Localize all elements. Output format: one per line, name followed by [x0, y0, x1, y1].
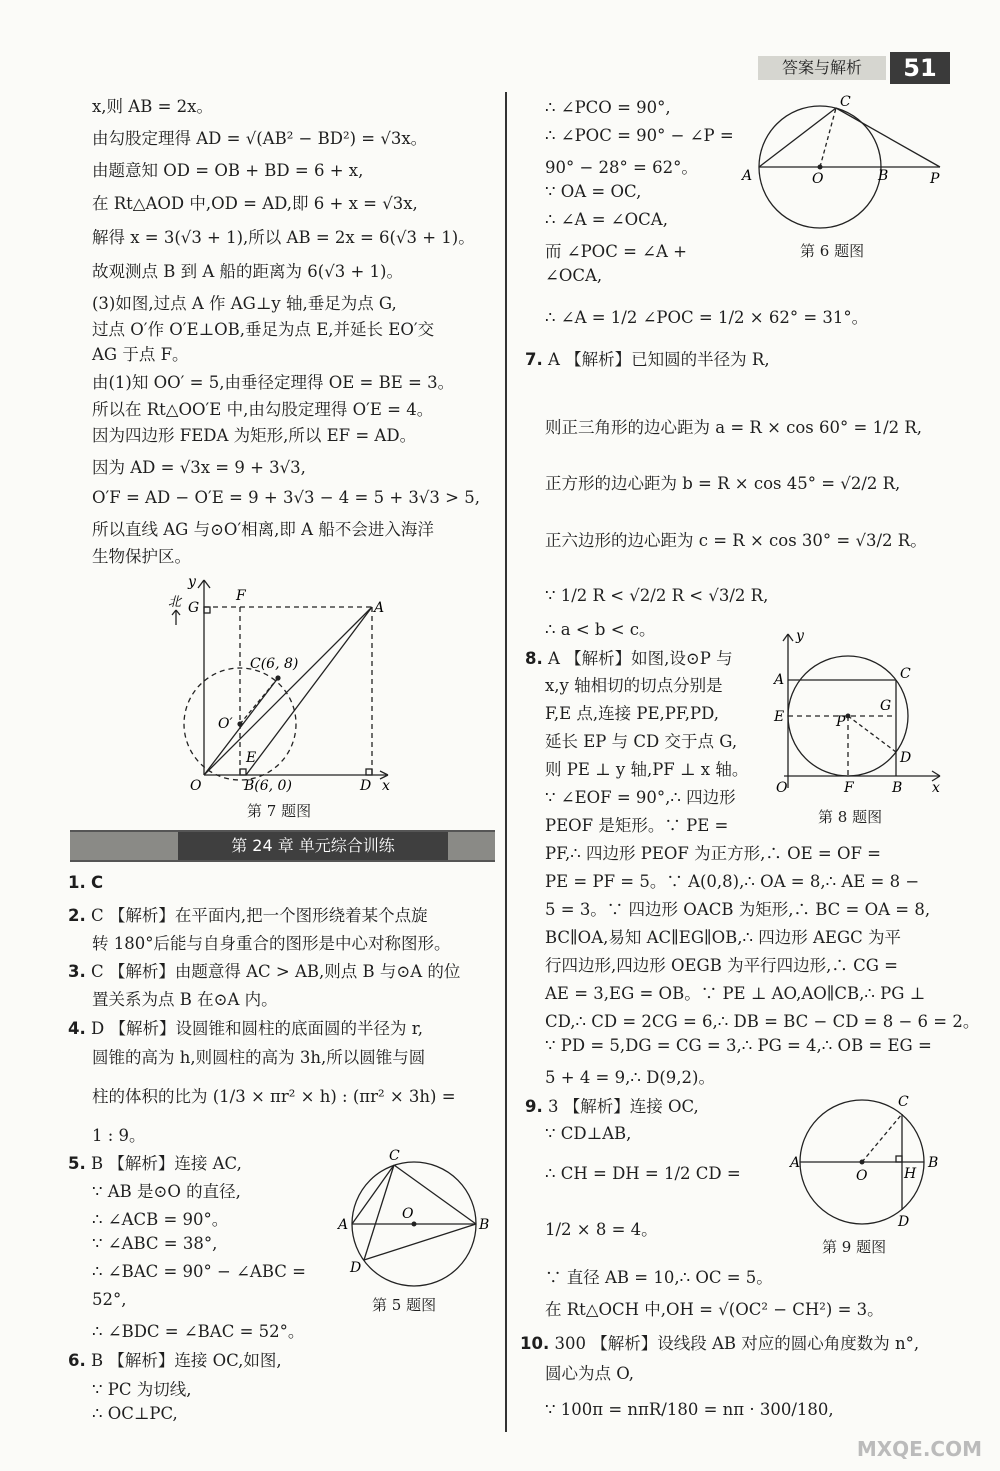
answer-line	[525, 1093, 699, 1117]
label-E: E	[774, 709, 785, 725]
answer-line: ∵ PD = 5,DG = CG = 3,∴ PG = 4,∴ OB = EG =	[545, 1036, 932, 1055]
label-C: C	[898, 1094, 909, 1110]
text-line: O′F = AD − O′E = 9 + 3√3 − 4 = 5 + 3√3 > 5,	[92, 488, 480, 507]
label-A: A	[790, 1155, 801, 1171]
label-x: x	[932, 780, 940, 796]
answer-line: 圆心为点 O,	[545, 1364, 635, 1383]
text-line: ∴ ∠A = 1/2 ∠POC = 1/2 × 62° = 31°。	[545, 308, 869, 327]
label-x: x	[382, 778, 390, 794]
answer-line: PF,∴ 四边形 PEOF 为正方形,∴ OE = OF =	[545, 844, 882, 863]
answer-line: 则正三角形的边心距为 a = R × cos 60° = 1/2 R,	[545, 418, 923, 437]
text-line: 由(1)知 OO′ = 5,由垂径定理得 OE = BE = 3。	[92, 373, 455, 392]
text-line: 90° − 28° = 62°。	[545, 158, 698, 177]
answer-line: 1/2 × 8 = 4。	[545, 1220, 658, 1239]
answer-line	[525, 645, 733, 669]
answer-text: C 【解析】由题意得 AC > AB,则点 B 与⊙A 的位	[91, 962, 461, 981]
label-D: D	[360, 778, 372, 794]
answer-line: 在 Rt△OCH 中,OH = √(OC² − CH²) = 3。	[545, 1300, 884, 1319]
text-line: 解得 x = 3(√3 + 1),所以 AB = 2x = 6(√3 + 1)。	[92, 228, 475, 247]
page-number: 51	[890, 52, 950, 84]
figure-9-caption: 第 9 题图	[822, 1238, 887, 1256]
label-y: y	[796, 628, 804, 644]
label-A: A	[742, 168, 753, 184]
label-O: O	[856, 1168, 868, 1184]
answer-line	[68, 873, 103, 892]
answer-line: AE = 3,EG = OB。∵ PE ⊥ AO,AO∥CB,∴ PG ⊥	[545, 984, 926, 1003]
answer-line: 置关系为点 B 在⊙A 内。	[92, 990, 278, 1009]
label-C: C(6, 8)	[250, 656, 299, 672]
answer-line: ∵ ∠ABC = 38°,	[92, 1234, 218, 1253]
answer-text: 300 【解析】设线段 AB 对应的圆心角度数为 n°,	[554, 1334, 920, 1353]
answer-line: ∵ 100π = nπR/180 = nπ · 300/180,	[545, 1400, 834, 1419]
answer-line: 正六边形的边心距为 c = R × cos 30° = √3/2 R。	[545, 531, 927, 550]
answer-line	[68, 1015, 423, 1039]
answer-number: 1.	[68, 873, 86, 892]
answer-line: BC∥OA,易知 AC∥EG∥OB,∴ 四边形 AEGC 为平	[545, 928, 902, 947]
answer-line: ∵ AB 是⊙O 的直径,	[92, 1182, 241, 1201]
label-A: A	[774, 672, 785, 688]
answer-text: B 【解析】连接 OC,如图,	[91, 1351, 282, 1370]
figure-7-diagram	[160, 570, 400, 795]
label-north: 北	[168, 595, 182, 610]
text-line: 而 ∠POC = ∠A +	[545, 242, 687, 261]
label-A: A	[338, 1217, 349, 1233]
answer-number: 8.	[525, 649, 543, 668]
figure-6-diagram	[738, 90, 948, 240]
text-line: 由题意知 OD = OB + BD = 6 + x,	[92, 161, 364, 180]
answer-line: 5 = 3。∵ 四边形 OACB 为矩形,∴ BC = OA = 8,	[545, 900, 931, 919]
text-line: ∵ OA = OC,	[545, 182, 642, 201]
label-B: B	[892, 780, 903, 796]
label-C: C	[900, 666, 911, 682]
answer-line: ∴ CH = DH = 1/2 CD =	[545, 1164, 741, 1183]
answer-line: ∵ CD⊥AB,	[545, 1124, 632, 1143]
column-divider	[505, 92, 507, 1432]
label-O-prime: O′	[218, 716, 233, 732]
text-line: (3)如图,过点 A 作 AG⊥y 轴,垂足为点 G,	[92, 294, 397, 313]
text-line: ∠OCA,	[545, 266, 603, 285]
label-E: E	[246, 750, 257, 766]
label-O: O	[812, 171, 824, 187]
answer-line	[68, 1150, 242, 1174]
text-line: ∴ ∠A = ∠OCA,	[545, 210, 668, 229]
answer-line	[68, 1347, 282, 1371]
answer-line: ∴ a < b < c。	[545, 620, 656, 639]
answer-line: 则 PE ⊥ y 轴,PF ⊥ x 轴。	[545, 760, 749, 779]
label-A: A	[374, 600, 385, 616]
figure-6-caption: 第 6 题图	[800, 242, 865, 260]
section-header: 答案与解析	[758, 56, 886, 80]
answer-number: 4.	[68, 1019, 86, 1038]
answer-number: 9.	[525, 1097, 543, 1116]
answer-line: ∵ 1/2 R < √2/2 R < √3/2 R,	[545, 586, 769, 605]
text-line: 因为四边形 FEDA 为矩形,所以 EF = AD。	[92, 426, 417, 445]
answer-line: 5 + 4 = 9,∴ D(9,2)。	[545, 1068, 715, 1087]
text-line: 生物保护区。	[92, 547, 191, 566]
label-O: O	[190, 778, 202, 794]
label-y: y	[188, 574, 196, 590]
answer-line	[525, 346, 770, 370]
answer-line	[68, 902, 428, 926]
answer-line: F,E 点,连接 PE,PF,PD,	[545, 704, 720, 723]
text-line: 故观测点 B 到 A 船的距离为 6(√3 + 1)。	[92, 262, 403, 281]
answer-number: 3.	[68, 962, 86, 981]
chapter-banner	[70, 830, 495, 862]
text-line: 因为 AD = √3x = 9 + 3√3,	[92, 458, 306, 477]
label-H: H	[904, 1166, 917, 1182]
text-line: ∴ ∠PCO = 90°,	[545, 98, 671, 117]
text-line: 过点 O′作 O′E⊥OB,垂足为点 E,并延长 EO′交	[92, 320, 435, 339]
answer-line: 延长 EP 与 CD 交于点 G,	[545, 732, 738, 751]
answer-line: 转 180°后能与自身重合的图形是中心对称图形。	[92, 934, 451, 953]
answer-text: D 【解析】设圆锥和圆柱的底面圆的半径为 r,	[91, 1019, 424, 1038]
figure-5-diagram	[336, 1142, 496, 1292]
label-G: G	[880, 698, 892, 714]
answer-line	[68, 958, 460, 982]
answer-line: 行四边形,四边形 OEGB 为平行四边形,∴ CG =	[545, 956, 898, 975]
answer-line: 1 : 9。	[92, 1126, 146, 1145]
label-B: B	[479, 1217, 490, 1233]
label-P: P	[930, 171, 940, 187]
label-C: C	[389, 1148, 400, 1164]
answer-line: CD,∴ CD = 2CG = 6,∴ DB = BC − CD = 8 − 6 = 2。	[545, 1012, 980, 1031]
answer-number: 10.	[520, 1334, 550, 1353]
text-line: 由勾股定理得 AD = √(AB² − BD²) = √3x。	[92, 129, 428, 148]
chapter-title: 第 24 章 单元综合训练	[178, 832, 448, 860]
answer-text: 3 【解析】连接 OC,	[548, 1097, 699, 1116]
figure-9-diagram	[786, 1092, 946, 1232]
answer-text: A 【解析】如图,设⊙P 与	[548, 649, 733, 668]
answer-line: 圆锥的高为 h,则圆柱的高为 3h,所以圆锥与圆	[92, 1048, 426, 1067]
label-B: B	[928, 1155, 939, 1171]
answer-line: 柱的体积的比为 (1/3 × πr² × h) : (πr² × 3h) =	[92, 1087, 456, 1106]
answer-text: A 【解析】已知圆的半径为 R,	[548, 350, 770, 369]
text-line: x,则 AB = 2x。	[92, 97, 213, 116]
label-D: D	[900, 750, 912, 766]
answer-line: ∴ OC⊥PC,	[92, 1404, 178, 1423]
answer-line: 52°,	[92, 1290, 127, 1309]
figure-8-diagram	[770, 628, 950, 798]
answer-line: 正方形的边心距为 b = R × cos 45° = √2/2 R,	[545, 474, 901, 493]
label-B: B	[878, 168, 889, 184]
answer-line: ∴ ∠BDC = ∠BAC = 52°。	[92, 1322, 305, 1341]
figure-5-caption: 第 5 题图	[372, 1296, 437, 1314]
label-F: F	[236, 588, 246, 604]
label-F: F	[844, 780, 854, 796]
answer-number: 5.	[68, 1154, 86, 1173]
watermark: MXQE.COM	[856, 1437, 982, 1461]
label-D: D	[898, 1214, 910, 1230]
answer-line	[520, 1330, 919, 1354]
text-line: ∴ ∠POC = 90° − ∠P =	[545, 126, 734, 145]
answer-number: 2.	[68, 906, 86, 925]
label-O: O	[776, 780, 788, 796]
figure-8-caption: 第 8 题图	[818, 808, 883, 826]
text-line: 所以在 Rt△OO′E 中,由勾股定理得 O′E = 4。	[92, 400, 434, 419]
answer-line: ∴ ∠ACB = 90°。	[92, 1210, 229, 1229]
answer-line: PEOF 是矩形。∵ PE =	[545, 816, 729, 835]
answer-line: ∵ PC 为切线,	[92, 1380, 192, 1399]
answer-line: ∴ ∠BAC = 90° − ∠ABC =	[92, 1262, 306, 1281]
answer-text: C	[91, 873, 104, 892]
label-G: G	[188, 600, 200, 616]
text-line: 在 Rt△AOD 中,OD = AD,即 6 + x = √3x,	[92, 194, 418, 213]
answer-line: ∵ 直径 AB = 10,∴ OC = 5。	[545, 1268, 773, 1287]
label-O: O	[402, 1206, 414, 1222]
text-line: 所以直线 AG 与⊙O′相离,即 A 船不会进入海洋	[92, 520, 434, 539]
answer-text: B 【解析】连接 AC,	[91, 1154, 242, 1173]
answer-line: ∵ ∠EOF = 90°,∴ 四边形	[545, 788, 736, 807]
label-C: C	[840, 94, 851, 110]
label-P: P	[836, 714, 846, 730]
answer-text: C 【解析】在平面内,把一个图形绕着某个点旋	[91, 906, 428, 925]
answer-number: 7.	[525, 350, 543, 369]
label-D: D	[350, 1260, 362, 1276]
text-line: AG 于点 F。	[92, 345, 189, 364]
answer-line: x,y 轴相切的切点分别是	[545, 676, 723, 695]
answer-line: PE = PF = 5。∵ A(0,8),∴ OA = 8,∴ AE = 8 −	[545, 872, 920, 891]
label-B: B(6, 0)	[244, 778, 292, 794]
answer-number: 6.	[68, 1351, 86, 1370]
figure-7-caption: 第 7 题图	[247, 802, 312, 820]
